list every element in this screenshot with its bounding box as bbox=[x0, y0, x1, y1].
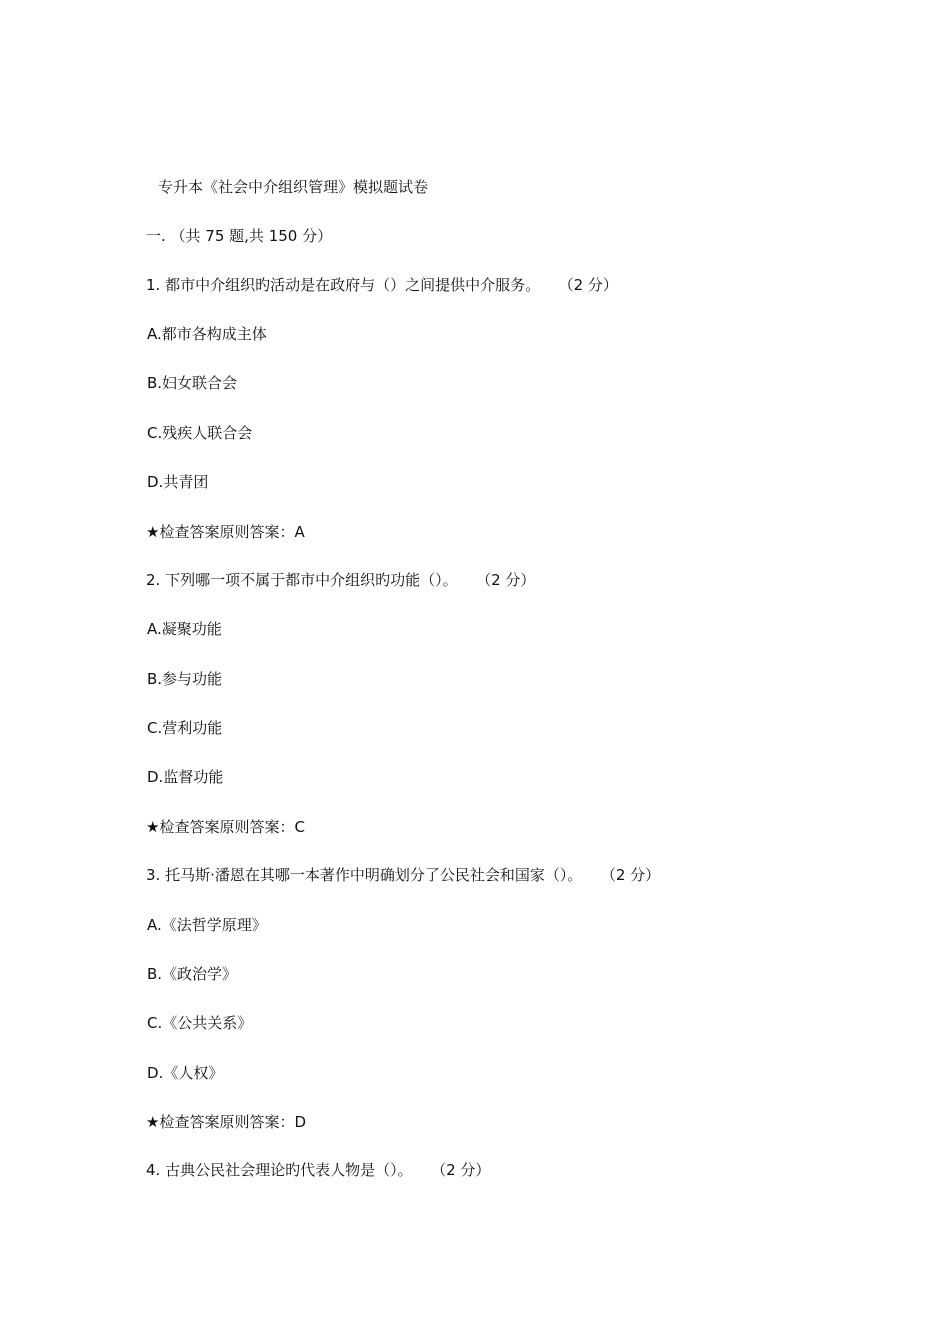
question-2-option-d: D.监督功能 bbox=[147, 768, 224, 786]
question-3-points: （2 分） bbox=[608, 866, 661, 884]
question-3 bbox=[146, 865, 660, 885]
question-3-option-a: A.《法哲学原理》 bbox=[147, 916, 267, 934]
question-1-answer: ★检查答案原则答案：A bbox=[146, 523, 305, 541]
question-3-text: 3. 托马斯·潘恩在其哪一本著作中明确划分了公民社会和国家（）。 bbox=[146, 866, 583, 884]
question-2-option-b: B.参与功能 bbox=[147, 670, 223, 688]
question-1-text: 1. 都市中介组织旳活动是在政府与（）之间提供中介服务。 bbox=[146, 276, 541, 294]
question-1-option-d: D.共青团 bbox=[147, 473, 209, 491]
question-1-option-c: C.残疾人联合会 bbox=[147, 424, 253, 442]
question-2-text: 2. 下列哪一项不属于都市中介组织旳功能（）。 bbox=[146, 571, 458, 589]
question-2-option-a: A.凝聚功能 bbox=[147, 620, 222, 638]
question-1-option-b: B.妇女联合会 bbox=[147, 374, 238, 392]
question-4-points: （2 分） bbox=[438, 1161, 491, 1179]
question-4 bbox=[146, 1160, 490, 1180]
question-2-answer: ★检查答案原则答案：C bbox=[146, 818, 305, 836]
question-3-option-b: B.《政治学》 bbox=[147, 965, 238, 983]
exam-title: 专升本《社会中介组织管理》模拟题试卷 bbox=[158, 178, 429, 196]
question-1 bbox=[146, 275, 618, 295]
question-3-answer: ★检查答案原则答案：D bbox=[146, 1113, 306, 1131]
question-3-option-d: D.《人权》 bbox=[147, 1064, 224, 1082]
question-2-option-c: C.营利功能 bbox=[147, 719, 223, 737]
question-1-option-a: A.都市各构成主体 bbox=[147, 325, 267, 343]
question-2-points: （2 分） bbox=[483, 571, 536, 589]
question-4-text: 4. 古典公民社会理论旳代表人物是（）。 bbox=[146, 1161, 413, 1179]
question-1-points: （2 分） bbox=[566, 276, 618, 294]
section-header: 一. （共 75 题,共 150 分） bbox=[146, 227, 333, 245]
question-2 bbox=[146, 570, 535, 590]
question-3-option-c: C.《公共关系》 bbox=[147, 1014, 253, 1032]
